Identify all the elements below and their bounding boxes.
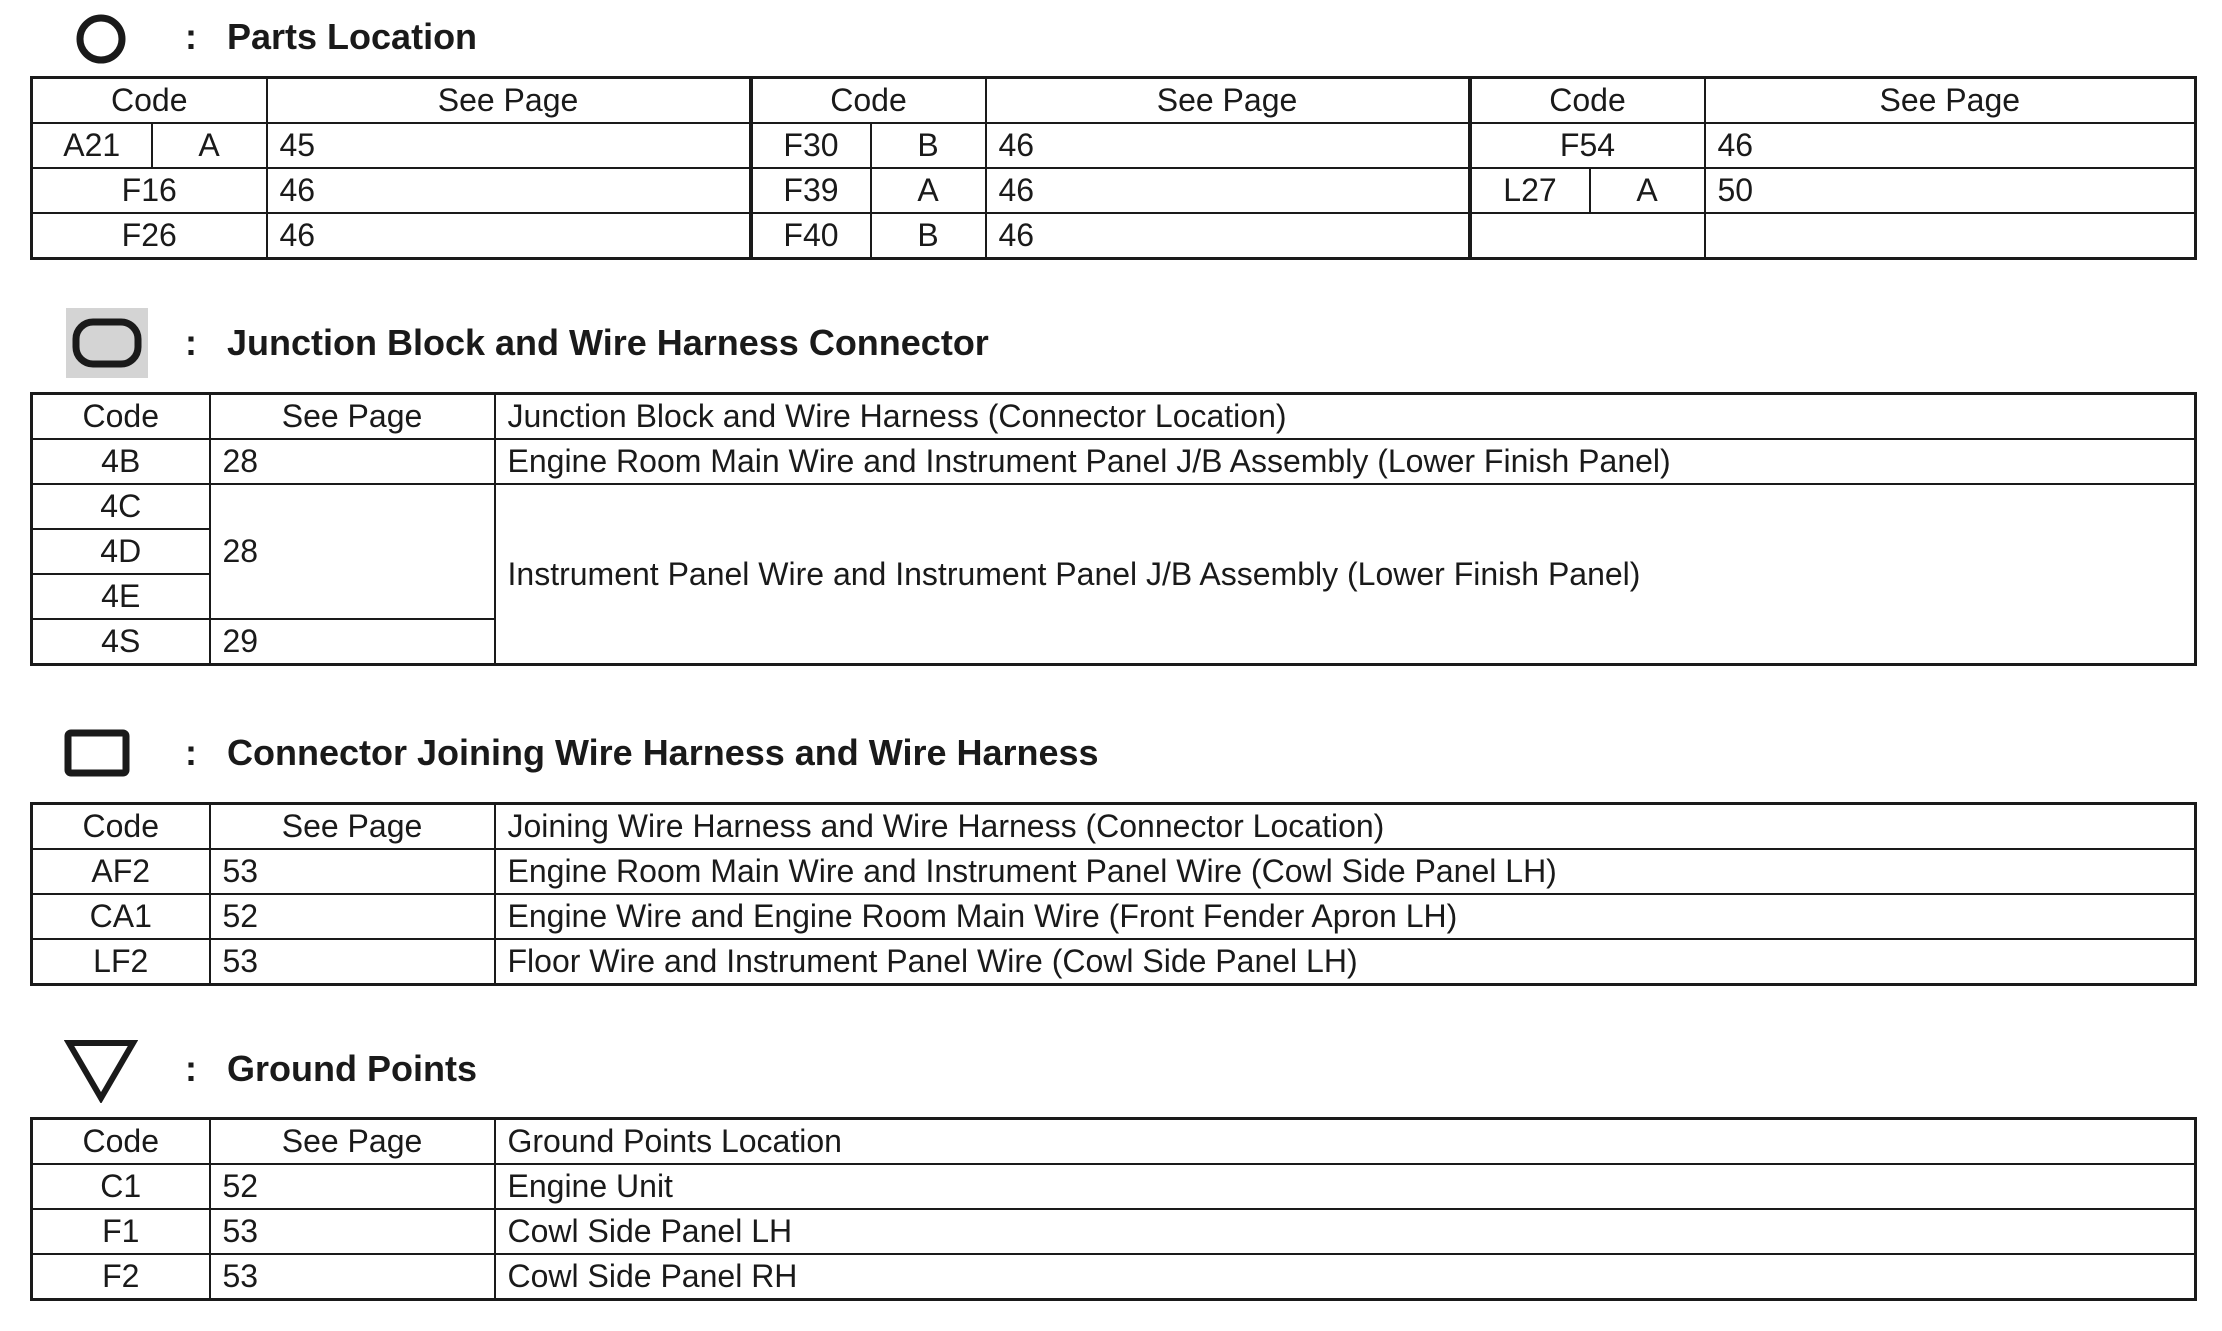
table-header-row [32, 78, 2196, 124]
code-cell: F2 [32, 1254, 210, 1300]
section-colon: : [185, 322, 197, 363]
table-row [32, 484, 2196, 529]
table-row [32, 1164, 2196, 1209]
header-cell: See Page [267, 78, 751, 124]
location-cell: Floor Wire and Instrument Panel Wire (Cowl Side Panel LH) [495, 939, 2196, 985]
ground-table [30, 1117, 2197, 1301]
joining-table [30, 802, 2197, 986]
table-row [32, 439, 2196, 484]
rectangle-icon [64, 728, 130, 778]
header-cell: See Page [210, 1119, 495, 1165]
circle-icon [76, 14, 126, 64]
page-cell: 46 [1705, 123, 2196, 168]
location-cell: Engine Unit [495, 1164, 2196, 1209]
header-cell: Junction Block and Wire Harness (Connector Location) [495, 394, 2196, 440]
junction-table [30, 392, 2197, 666]
location-cell: Instrument Panel Wire and Instrument Panel J/B Assembly (Lower Finish Panel) [495, 484, 2196, 665]
code-cell: L27 [1470, 168, 1590, 213]
code-cell: CA1 [32, 894, 210, 939]
table-row [32, 168, 2196, 213]
sub-code-cell: B [871, 213, 986, 259]
sub-code-cell: A [871, 168, 986, 213]
section-title: Parts Location [227, 16, 478, 57]
code-cell [1470, 213, 1705, 259]
joining-header [0, 718, 2222, 788]
header-cell: Code [32, 78, 267, 124]
section-title: Junction Block and Wire Harness Connector [227, 322, 989, 363]
code-cell: F16 [32, 168, 267, 213]
location-cell: Cowl Side Panel LH [495, 1209, 2196, 1254]
header-cell: See Page [210, 804, 495, 850]
section-title: Ground Points [227, 1048, 477, 1089]
junction-header [0, 305, 2222, 375]
page-cell: 50 [1705, 168, 2196, 213]
table-header-row [32, 394, 2196, 440]
location-cell: Engine Room Main Wire and Instrument Panel Wire (Cowl Side Panel LH) [495, 849, 2196, 894]
location-cell: Cowl Side Panel RH [495, 1254, 2196, 1300]
sub-code-cell: B [871, 123, 986, 168]
table-header-row [32, 804, 2196, 850]
section-colon: : [185, 16, 197, 57]
code-cell: F26 [32, 213, 267, 259]
table-row [32, 1209, 2196, 1254]
code-cell: AF2 [32, 849, 210, 894]
page-cell: 46 [986, 168, 1470, 213]
header-cell: Joining Wire Harness and Wire Harness (Connector Location) [495, 804, 2196, 850]
location-cell: Engine Wire and Engine Room Main Wire (Front Fender Apron LH) [495, 894, 2196, 939]
table-row [32, 894, 2196, 939]
page-cell: 52 [210, 894, 495, 939]
table-header-row [32, 1119, 2196, 1165]
page-cell: 53 [210, 1254, 495, 1300]
header-cell: See Page [986, 78, 1470, 124]
page-cell: 46 [986, 123, 1470, 168]
rounded-rectangle-icon [72, 318, 142, 368]
code-cell: 4B [32, 439, 210, 484]
page-cell: 46 [267, 168, 751, 213]
page-cell: 45 [267, 123, 751, 168]
page-cell: 28 [210, 439, 495, 484]
page-cell: 29 [210, 619, 495, 665]
location-cell: Engine Room Main Wire and Instrument Panel J/B Assembly (Lower Finish Panel) [495, 439, 2196, 484]
parts-location-table [30, 76, 2197, 260]
section-colon: : [185, 1048, 197, 1089]
section-title: Connector Joining Wire Harness and Wire Harness [227, 732, 1099, 773]
code-cell: F40 [751, 213, 871, 259]
code-cell: 4D [32, 529, 210, 574]
sub-code-cell: A [1590, 168, 1705, 213]
code-cell: 4C [32, 484, 210, 529]
header-cell: Code [751, 78, 986, 124]
code-cell: F1 [32, 1209, 210, 1254]
parts-location-header [0, 2, 2222, 72]
header-cell: See Page [1705, 78, 2196, 124]
table-row [32, 213, 2196, 259]
ground-header [0, 1034, 2222, 1104]
page-cell: 46 [986, 213, 1470, 259]
header-cell: Code [32, 804, 210, 850]
page-cell: 53 [210, 1209, 495, 1254]
code-cell: F30 [751, 123, 871, 168]
header-cell: See Page [210, 394, 495, 440]
code-cell: 4S [32, 619, 210, 665]
table-row [32, 123, 2196, 168]
code-cell: C1 [32, 1164, 210, 1209]
table-row [32, 849, 2196, 894]
page-cell: 28 [210, 484, 495, 619]
page-cell: 52 [210, 1164, 495, 1209]
page-cell [1705, 213, 2196, 259]
down-triangle-icon [64, 1037, 138, 1103]
sub-code-cell: A [152, 123, 267, 168]
code-cell: LF2 [32, 939, 210, 985]
code-cell: A21 [32, 123, 152, 168]
page-cell: 53 [210, 939, 495, 985]
table-row [32, 1254, 2196, 1300]
table-row [32, 939, 2196, 985]
header-cell: Code [1470, 78, 1705, 124]
header-cell: Code [32, 394, 210, 440]
header-cell: Code [32, 1119, 210, 1165]
page-cell: 53 [210, 849, 495, 894]
code-cell: F54 [1470, 123, 1705, 168]
section-colon: : [185, 732, 197, 773]
page-cell: 46 [267, 213, 751, 259]
code-cell: 4E [32, 574, 210, 619]
code-cell: F39 [751, 168, 871, 213]
header-cell: Ground Points Location [495, 1119, 2196, 1165]
